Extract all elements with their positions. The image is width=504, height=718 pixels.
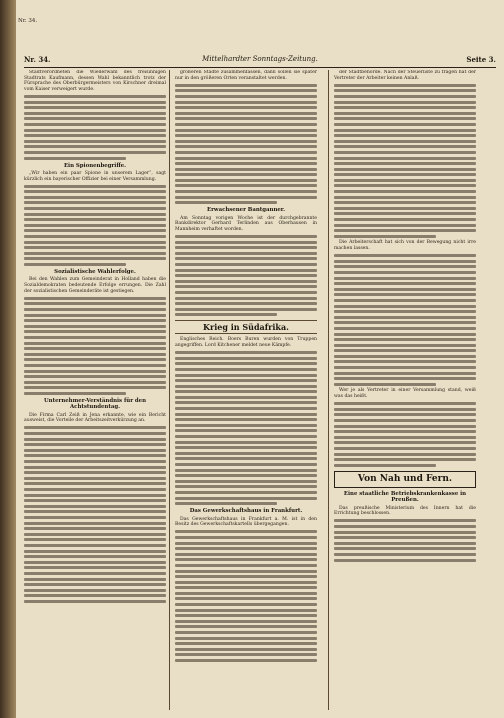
column-2	[175, 70, 317, 710]
newspaper-page	[16, 0, 504, 718]
column-1	[24, 70, 166, 710]
page-number: Seite 3.	[466, 55, 496, 64]
column-rule	[169, 70, 170, 710]
book-binding	[0, 0, 16, 718]
article-text: Das Gewerkschaftshaus in Frankfurt a. M. ist in den Besitz des Gewerkschaftskartells übergegangen.	[175, 516, 317, 528]
newspaper-title: Mittelhardter Sonntags-Zeitung.	[202, 55, 318, 63]
headline: Ein Spionenbegriffe.	[63, 162, 127, 169]
article-text: der Stadtbehörde. Nach der Steuerliste zu fragen hat der Vertreter der Arbeiter keinen Anlaß.	[334, 70, 476, 81]
article-text: Am Sonntag vorigen Woche ist der durchgebrannte Bankdirektor Gerhard Terlinden aus Oberhausen in Mannheim verhaftet worden.	[175, 215, 317, 232]
article-text: Das preußische Ministerium des Innern hat die Errichtung beschlossen.	[334, 505, 476, 517]
issue-number: Nr. 34.	[24, 55, 51, 64]
article-text: Die Arbeiterschaft hat sich von der Bewegung nicht irre machen lassen.	[334, 240, 476, 251]
article-text: größeren Städte zusammenfassen, dann sollen sie später nur in den größeren Orten veranstaltet werden.	[175, 70, 317, 81]
article-text: „Wir haben ein paar Spione in unserem Lager“, sagt kürzlich ein bayerischer Offizier bei einer Versammlung.	[24, 170, 166, 182]
margin-note: Nr. 34.	[18, 18, 38, 24]
article-text: Stadtverordneten die Wiederwahl des freisinnigen Stadtrats Kaufmann, dessen Wahl bekanntlich trotz der Fürsprache des Oberbürgermeisters von Kirschner dreimal vom Kaiser verweigert wurde.	[24, 70, 166, 92]
headline: Erwachsener Bantganner.	[206, 207, 286, 214]
column-3	[334, 70, 476, 710]
section-box	[334, 471, 476, 488]
article-text: Die Firma Carl Zeiß in Jena erkannte, wie ein Bericht ausweist, die Vorteile der Arbeitszeitverkürzung an.	[24, 412, 166, 424]
article-text: Englisches Reich. Boers Buren wurden von Truppen angegriffen. Lord Kitchener meldet neue Kämpfe.	[175, 337, 317, 348]
section-heading: Krieg in Südafrika.	[175, 320, 317, 334]
article-text: Bei den Wahlen zum Gemeinderat in Holland haben die Sozialdemokraten bedeutende Erfolge errungen. Die Zahl der sozialistischen Gemeinderäte ist gestiegen.	[24, 277, 166, 294]
headline: Das Gewerkschaftshaus in Frankfurt.	[189, 508, 303, 515]
headline: Unternehmer-Verständnis für den Achtstundentag.	[43, 397, 147, 411]
article-text: Wer je als Vertreter in einer Versammlung stand, weiß was das heißt.	[334, 388, 476, 400]
section-title: Von Nah und Fern.	[357, 473, 453, 484]
headline: Sozialistische Wahlerfolge.	[54, 269, 136, 275]
page-header	[24, 55, 496, 68]
column-rule	[328, 70, 329, 710]
headline: Eine staatliche Betriebskrankenkasse in Preußen.	[343, 490, 467, 504]
